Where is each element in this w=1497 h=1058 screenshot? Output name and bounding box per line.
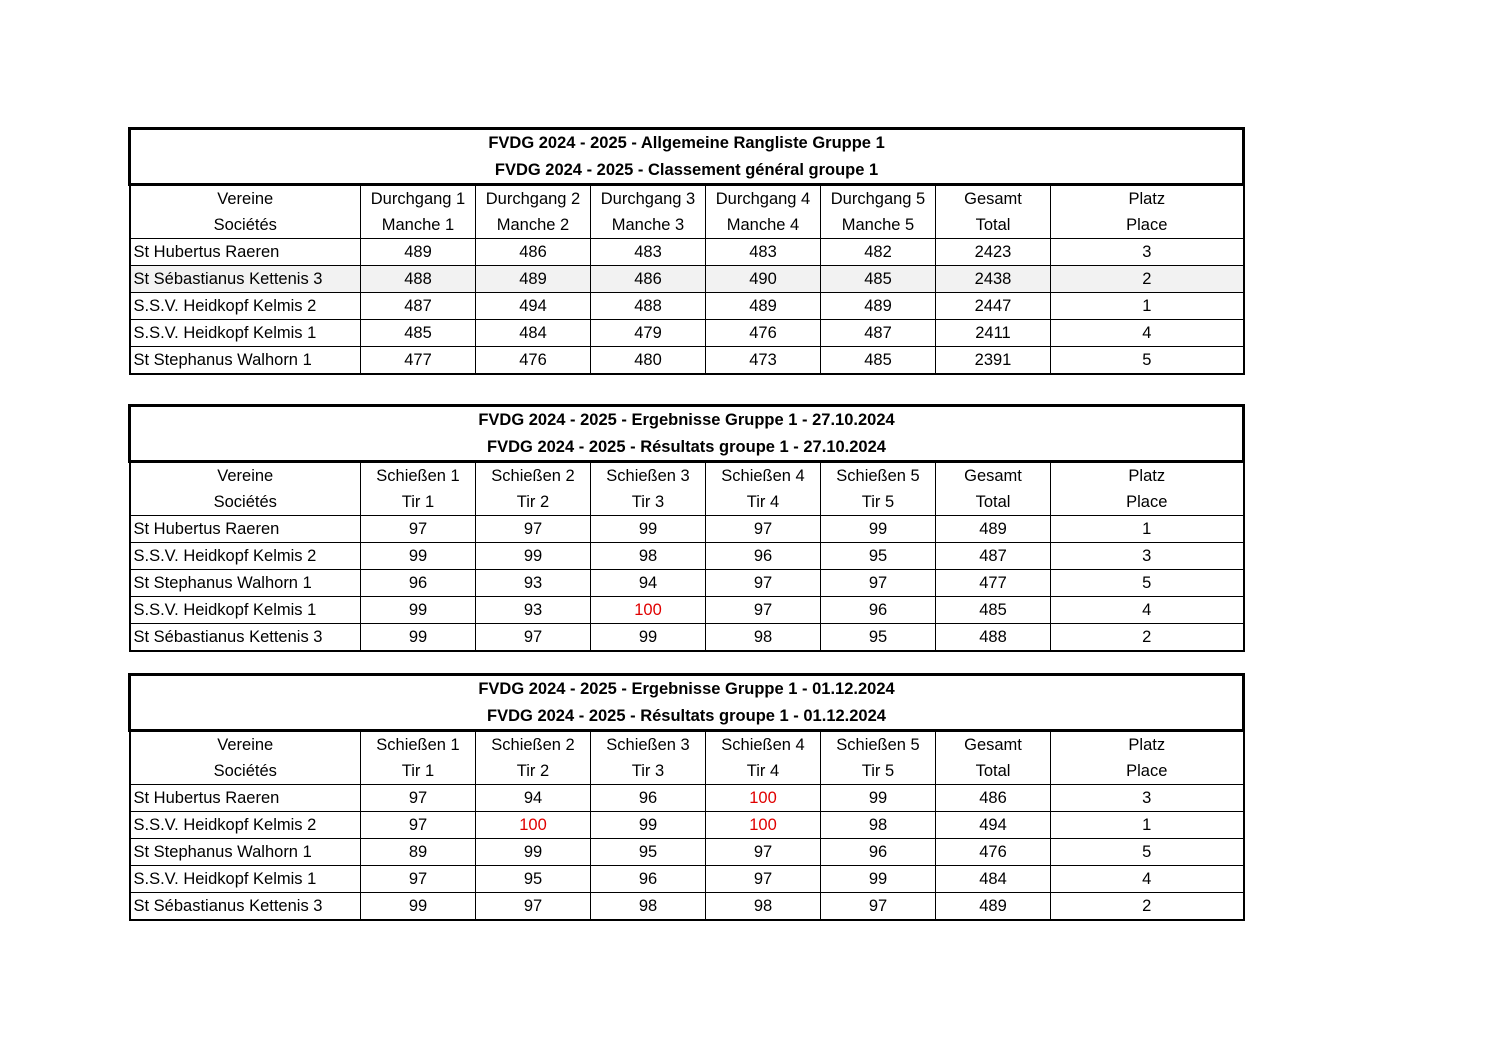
score-cell: 89 (361, 839, 476, 866)
header-place-de: Platz (1051, 462, 1244, 490)
score-cell: 483 (706, 239, 821, 266)
header-shot-2-de: Schießen 2 (476, 462, 591, 490)
header-shot-3-fr: Tir 3 (591, 758, 706, 785)
header-shot-5-fr: Tir 5 (821, 758, 936, 785)
header-clubs-de: Vereine (130, 731, 361, 759)
score-cell: 98 (591, 893, 706, 921)
club-name: St Sébastianus Kettenis 3 (130, 266, 361, 293)
total-cell: 484 (936, 866, 1051, 893)
header-place-de: Platz (1051, 731, 1244, 759)
results-table-01-12-2024 (128, 673, 1245, 921)
score-cell: 93 (476, 570, 591, 597)
header-shot-2-de: Schießen 2 (476, 731, 591, 759)
score-cell: 488 (361, 266, 476, 293)
table-row (130, 597, 1244, 624)
score-cell: 97 (821, 893, 936, 921)
score-cell: 97 (476, 516, 591, 543)
score-cell: 96 (591, 785, 706, 812)
total-cell: 2447 (936, 293, 1051, 320)
score-cell: 486 (591, 266, 706, 293)
score-cell: 476 (706, 320, 821, 347)
score-cell: 99 (361, 893, 476, 921)
score-cell: 99 (821, 516, 936, 543)
total-cell: 487 (936, 543, 1051, 570)
table-row (130, 893, 1244, 921)
score-cell: 480 (591, 347, 706, 375)
place-cell: 3 (1051, 239, 1244, 266)
header-round-2-de: Durchgang 2 (476, 185, 591, 213)
score-cell: 479 (591, 320, 706, 347)
score-cell: 97 (476, 893, 591, 921)
results-table-27-10-2024 (128, 404, 1245, 652)
score-cell: 96 (591, 866, 706, 893)
score-cell: 95 (821, 624, 936, 652)
score-cell: 99 (361, 597, 476, 624)
score-cell: 97 (361, 812, 476, 839)
total-cell: 2391 (936, 347, 1051, 375)
club-name: St Stephanus Walhorn 1 (130, 347, 361, 375)
club-name: St Sébastianus Kettenis 3 (130, 893, 361, 921)
score-cell: 97 (821, 570, 936, 597)
total-cell: 494 (936, 812, 1051, 839)
score-cell: 94 (591, 570, 706, 597)
place-cell: 1 (1051, 812, 1244, 839)
header-shot-2-fr: Tir 2 (476, 489, 591, 516)
header-total-de: Gesamt (936, 462, 1051, 490)
table-title-de: FVDG 2024 - 2025 - Ergebnisse Gruppe 1 - 27.10.2024 (130, 406, 1244, 435)
score-cell: 485 (821, 347, 936, 375)
header-total-fr: Total (936, 758, 1051, 785)
score-cell: 490 (706, 266, 821, 293)
score-cell: 99 (476, 839, 591, 866)
score-cell: 99 (591, 624, 706, 652)
score-cell: 93 (476, 597, 591, 624)
header-round-3-de: Durchgang 3 (591, 185, 706, 213)
place-cell: 4 (1051, 597, 1244, 624)
score-cell: 488 (591, 293, 706, 320)
header-shot-4-fr: Tir 4 (706, 489, 821, 516)
table-row (130, 570, 1244, 597)
score-cell: 483 (591, 239, 706, 266)
place-cell: 2 (1051, 893, 1244, 921)
table-row (130, 347, 1244, 375)
max-score-cell: 100 (706, 785, 821, 812)
score-cell: 97 (706, 866, 821, 893)
header-clubs-de: Vereine (130, 185, 361, 213)
total-cell: 477 (936, 570, 1051, 597)
club-name: S.S.V. Heidkopf Kelmis 1 (130, 597, 361, 624)
score-cell: 96 (821, 597, 936, 624)
score-cell: 97 (361, 516, 476, 543)
total-cell: 489 (936, 893, 1051, 921)
header-round-4-fr: Manche 4 (706, 212, 821, 239)
score-cell: 489 (476, 266, 591, 293)
place-cell: 1 (1051, 293, 1244, 320)
score-cell: 485 (821, 266, 936, 293)
table-row (130, 624, 1244, 652)
total-cell: 2423 (936, 239, 1051, 266)
total-cell: 2438 (936, 266, 1051, 293)
table-row (130, 812, 1244, 839)
score-cell: 487 (361, 293, 476, 320)
header-clubs-fr: Sociétés (130, 758, 361, 785)
header-shot-1-fr: Tir 1 (361, 758, 476, 785)
score-cell: 95 (476, 866, 591, 893)
score-cell: 489 (361, 239, 476, 266)
table-row (130, 543, 1244, 570)
table-title-de: FVDG 2024 - 2025 - Allgemeine Rangliste Gruppe 1 (130, 129, 1244, 158)
table-row (130, 239, 1244, 266)
score-cell: 489 (821, 293, 936, 320)
score-cell: 96 (361, 570, 476, 597)
header-total-fr: Total (936, 489, 1051, 516)
score-cell: 494 (476, 293, 591, 320)
total-cell: 486 (936, 785, 1051, 812)
table-row (130, 516, 1244, 543)
header-shot-1-fr: Tir 1 (361, 489, 476, 516)
score-cell: 96 (821, 839, 936, 866)
score-cell: 473 (706, 347, 821, 375)
total-cell: 476 (936, 839, 1051, 866)
club-name: St Sébastianus Kettenis 3 (130, 624, 361, 652)
header-shot-1-de: Schießen 1 (361, 731, 476, 759)
score-cell: 482 (821, 239, 936, 266)
table-row (130, 266, 1244, 293)
club-name: S.S.V. Heidkopf Kelmis 1 (130, 320, 361, 347)
place-cell: 4 (1051, 320, 1244, 347)
header-round-2-fr: Manche 2 (476, 212, 591, 239)
club-name: S.S.V. Heidkopf Kelmis 2 (130, 293, 361, 320)
score-cell: 95 (821, 543, 936, 570)
header-shot-2-fr: Tir 2 (476, 758, 591, 785)
score-cell: 97 (706, 839, 821, 866)
header-clubs-fr: Sociétés (130, 489, 361, 516)
total-cell: 488 (936, 624, 1051, 652)
score-cell: 96 (706, 543, 821, 570)
header-total-de: Gesamt (936, 185, 1051, 213)
table-row (130, 293, 1244, 320)
header-clubs-fr: Sociétés (130, 212, 361, 239)
place-cell: 3 (1051, 785, 1244, 812)
table-title-fr: FVDG 2024 - 2025 - Résultats groupe 1 - 27.10.2024 (130, 434, 1244, 462)
header-shot-1-de: Schießen 1 (361, 462, 476, 490)
club-name: St Hubertus Raeren (130, 516, 361, 543)
total-cell: 489 (936, 516, 1051, 543)
table-title-de: FVDG 2024 - 2025 - Ergebnisse Gruppe 1 - 01.12.2024 (130, 675, 1244, 704)
club-name: S.S.V. Heidkopf Kelmis 1 (130, 866, 361, 893)
club-name: St Stephanus Walhorn 1 (130, 570, 361, 597)
header-round-5-fr: Manche 5 (821, 212, 936, 239)
header-round-5-de: Durchgang 5 (821, 185, 936, 213)
table-row (130, 839, 1244, 866)
score-cell: 98 (821, 812, 936, 839)
score-cell: 94 (476, 785, 591, 812)
place-cell: 2 (1051, 624, 1244, 652)
header-round-1-de: Durchgang 1 (361, 185, 476, 213)
header-total-de: Gesamt (936, 731, 1051, 759)
score-cell: 97 (706, 570, 821, 597)
score-cell: 98 (706, 893, 821, 921)
header-shot-5-fr: Tir 5 (821, 489, 936, 516)
place-cell: 5 (1051, 839, 1244, 866)
score-cell: 97 (706, 516, 821, 543)
total-cell: 485 (936, 597, 1051, 624)
place-cell: 5 (1051, 570, 1244, 597)
header-place-de: Platz (1051, 185, 1244, 213)
header-shot-5-de: Schießen 5 (821, 462, 936, 490)
max-score-cell: 100 (706, 812, 821, 839)
score-cell: 97 (476, 624, 591, 652)
place-cell: 3 (1051, 543, 1244, 570)
score-cell: 477 (361, 347, 476, 375)
score-cell: 489 (706, 293, 821, 320)
header-place-fr: Place (1051, 758, 1244, 785)
club-name: St Hubertus Raeren (130, 785, 361, 812)
score-cell: 98 (591, 543, 706, 570)
header-place-fr: Place (1051, 212, 1244, 239)
score-cell: 99 (591, 516, 706, 543)
table-row (130, 866, 1244, 893)
header-shot-5-de: Schießen 5 (821, 731, 936, 759)
score-cell: 486 (476, 239, 591, 266)
header-shot-3-de: Schießen 3 (591, 731, 706, 759)
place-cell: 1 (1051, 516, 1244, 543)
max-score-cell: 100 (476, 812, 591, 839)
club-name: St Stephanus Walhorn 1 (130, 839, 361, 866)
score-cell: 95 (591, 839, 706, 866)
score-cell: 99 (821, 785, 936, 812)
header-shot-4-de: Schießen 4 (706, 462, 821, 490)
table-title-fr: FVDG 2024 - 2025 - Classement général groupe 1 (130, 157, 1244, 185)
score-cell: 487 (821, 320, 936, 347)
header-place-fr: Place (1051, 489, 1244, 516)
score-cell: 99 (591, 812, 706, 839)
score-cell: 97 (361, 866, 476, 893)
place-cell: 5 (1051, 347, 1244, 375)
header-round-3-fr: Manche 3 (591, 212, 706, 239)
max-score-cell: 100 (591, 597, 706, 624)
score-cell: 99 (361, 624, 476, 652)
table-title-fr: FVDG 2024 - 2025 - Résultats groupe 1 - 01.12.2024 (130, 703, 1244, 731)
header-round-4-de: Durchgang 4 (706, 185, 821, 213)
header-shot-3-de: Schießen 3 (591, 462, 706, 490)
score-cell: 99 (821, 866, 936, 893)
table-row (130, 785, 1244, 812)
score-cell: 98 (706, 624, 821, 652)
score-cell: 484 (476, 320, 591, 347)
club-name: St Hubertus Raeren (130, 239, 361, 266)
total-cell: 2411 (936, 320, 1051, 347)
score-cell: 99 (361, 543, 476, 570)
club-name: S.S.V. Heidkopf Kelmis 2 (130, 543, 361, 570)
header-shot-4-de: Schießen 4 (706, 731, 821, 759)
score-cell: 99 (476, 543, 591, 570)
general-ranking-table (128, 127, 1245, 375)
header-round-1-fr: Manche 1 (361, 212, 476, 239)
score-cell: 97 (361, 785, 476, 812)
header-total-fr: Total (936, 212, 1051, 239)
score-cell: 476 (476, 347, 591, 375)
score-cell: 485 (361, 320, 476, 347)
header-clubs-de: Vereine (130, 462, 361, 490)
table-row (130, 320, 1244, 347)
club-name: S.S.V. Heidkopf Kelmis 2 (130, 812, 361, 839)
score-cell: 97 (706, 597, 821, 624)
place-cell: 4 (1051, 866, 1244, 893)
header-shot-3-fr: Tir 3 (591, 489, 706, 516)
header-shot-4-fr: Tir 4 (706, 758, 821, 785)
place-cell: 2 (1051, 266, 1244, 293)
